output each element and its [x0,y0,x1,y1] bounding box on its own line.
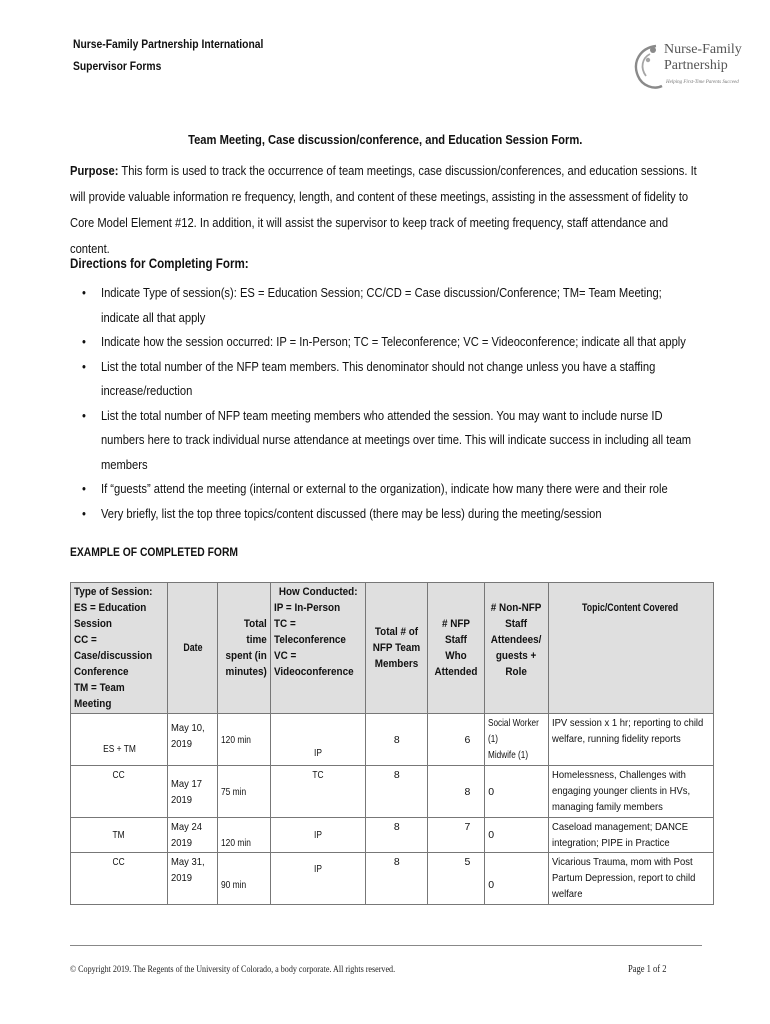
cell-text: IP [314,829,323,841]
cell-text: ES + TM [102,743,136,755]
header-non-nfp-staff [485,583,548,714]
cell-text: May 17 [171,778,202,790]
cell-guests [485,853,548,905]
logo-text-line1: Nurse-Family [664,42,742,57]
cell-text: Social Worker [488,717,540,729]
document-header [73,33,263,77]
direction-item: • Very briefly, list the top three topics/content discussed (there may be less) during the meeting/session [70,502,701,527]
header-line: Date [182,642,203,654]
header-line: Members [375,658,419,670]
cell-text: Vicarious Trauma, mom with Post Partum Depression, report to child welfare [551,856,695,900]
header-line: Topic/Content Covered [582,602,679,614]
header-line: How Conducted: [278,586,358,598]
cell-text: 8 [393,733,400,746]
cell-total [366,818,428,853]
cell-topic [548,853,713,905]
header-line: Type of Session: [74,586,153,598]
cell-date [168,766,218,818]
forms-label: Supervisor Forms [73,59,162,73]
header-date [168,583,218,714]
cell-text: TM [112,829,126,841]
directions-list [70,281,701,526]
cell-text: IP [314,863,323,875]
cell-text: May 24 [171,821,202,833]
directions-heading: Directions for Completing Form: [70,256,249,271]
example-table [70,582,714,905]
cell-how [270,818,365,853]
cell-text: 2019 [171,794,193,806]
header-how-conducted [270,583,365,714]
cell-text: 8 [393,769,400,781]
cell-attended [428,818,485,853]
cell-text: 2019 [171,872,193,884]
table-row [71,853,714,905]
nfp-logo [626,40,742,96]
cell-date [168,853,218,905]
cell-text: 90 min [221,879,247,891]
purpose-label: Purpose: [70,163,119,178]
cell-text: 7 [464,821,471,833]
cell-text: 75 min [221,785,247,798]
cell-text: 0 [488,879,495,891]
cell-topic [548,766,713,818]
cell-topic [548,818,713,853]
cell-topic [548,714,713,766]
direction-item: • List the total number of the NFP team members. This denominator should not change unless you have a staffing increase/reduction [70,355,701,404]
table-row [71,766,714,818]
purpose-text: This form is used to track the occurrence of team meetings, case discussion/conferences, and education sessions. It will provide valuable information re frequency, length, and content of these meetings, assisting in the assessment of fidelity to Core Model Element #12. In addition, it will assist the supervisor to keep track of meeting frequency, staff attendance and content. [70,163,697,256]
direction-item: • List the total number of NFP team meeting members who attended the session. You may want to include nurse ID numbers here to track individual nurse attendance at meetings over time. This will indicate success in including all team members [70,404,701,478]
direction-item: • Indicate Type of session(s): ES = Education Session; CC/CD = Case discussion/Conference; TM= Team Meeting; indicate all that apply [70,281,701,330]
logo-tagline: Helping First-Time Parents Succeed [666,80,739,85]
cell-total [366,766,428,818]
header-line: CC = Case/discussion [74,634,153,662]
cell-guests [485,766,548,818]
cell-how [270,853,365,905]
header-line: spent (in [225,650,267,662]
cell-text: 6 [464,733,471,746]
form-title: Team Meeting, Case discussion/conference, and Education Session Form. [187,132,583,147]
cell-how [270,766,365,818]
cell-text: (1) [488,733,499,745]
cell-guests [485,818,548,853]
cell-text: CC [112,769,126,781]
cell-type [71,853,168,905]
cell-text: Homelessness, Challenges with engaging younger clients in HVs, managing family members [551,769,690,813]
cell-text: 0 [488,785,495,798]
cell-text: 120 min [221,837,251,849]
cell-time [218,818,271,853]
cell-text: 8 [393,856,400,868]
cell-date [168,714,218,766]
cell-text: 2019 [171,837,193,849]
cell-attended [428,714,485,766]
header-line: TC = Teleconference [273,618,346,646]
cell-attended [428,853,485,905]
org-name: Nurse-Family Partnership International [73,37,264,51]
header-line: Total [243,618,267,630]
cell-text: TC [312,769,324,781]
cell-guests [485,714,548,766]
header-line: Attendees/ [491,634,542,646]
footer-copyright: © Copyright 2019. The Regents of the University of Colorado, a body corporate. All rights reserved. [70,965,396,975]
header-line: guests + Role [496,650,537,678]
header-line: # NFP Staff [442,618,471,646]
purpose-paragraph [70,158,698,262]
header-line: Staff [505,618,528,630]
cell-type [71,766,168,818]
footer-page-number: Page 1 of 2 [628,964,667,975]
cell-type [71,714,168,766]
cell-time [218,714,271,766]
cell-text: 8 [393,821,400,833]
cell-text: 2019 [171,738,193,750]
header-line: Attended [434,666,478,678]
nfp-logo-icon [626,40,666,94]
header-line: ES = Education [74,602,147,614]
cell-time [218,853,271,905]
table-row [71,714,714,766]
header-line: Total # of [375,626,419,638]
cell-text: CC [112,856,126,868]
cell-how [270,714,365,766]
direction-item: • If “guests” attend the meeting (internal or external to the organization), indicate how many there were and their role [70,477,701,502]
header-total-members [366,583,428,714]
cell-text: May 10, [171,722,205,734]
logo-text-line2: Partnership [664,58,728,73]
cell-type [71,818,168,853]
header-line: Conference [74,666,129,678]
header-total-time [218,583,271,714]
cell-text: IP [314,747,323,759]
header-line: # Non-NFP [491,602,542,614]
header-line: Who [445,650,467,662]
header-staff-attended [428,583,485,714]
form-title-wrap [0,132,770,147]
cell-date [168,818,218,853]
header-line: TM = Team Meeting [74,682,125,710]
cell-text: 0 [488,829,495,841]
cell-total [366,853,428,905]
table-header-row [71,583,714,714]
footer-divider [70,945,702,946]
cell-text: May 31, [171,856,205,868]
example-table-wrap [70,582,714,905]
cell-text: Caseload management; DANCE integration; PIPE in Practice [551,821,688,849]
cell-attended [428,766,485,818]
header-line: IP = In-Person [273,602,340,614]
table-row [71,818,714,853]
header-line: minutes) [225,666,267,678]
cell-text: 5 [464,856,471,868]
header-line: NFP Team [373,642,421,654]
example-heading: EXAMPLE OF COMPLETED FORM [70,545,238,559]
cell-total [366,714,428,766]
cell-time [218,766,271,818]
header-topic [548,583,713,714]
cell-text: Midwife (1) [488,749,529,761]
cell-text: IPV session x 1 hr; reporting to child welfare, running fidelity reports [551,717,703,745]
cell-text: 120 min [221,733,251,746]
header-line: Videoconference [273,666,354,678]
header-line: time [246,634,267,646]
direction-item: • Indicate how the session occurred: IP = In-Person; TC = Teleconference; VC = Videoconference; indicate all that apply [70,330,701,355]
cell-text: 8 [464,785,471,798]
header-line: VC = [273,650,297,662]
header-line: Session [74,618,112,630]
header-type-of-session [71,583,168,714]
